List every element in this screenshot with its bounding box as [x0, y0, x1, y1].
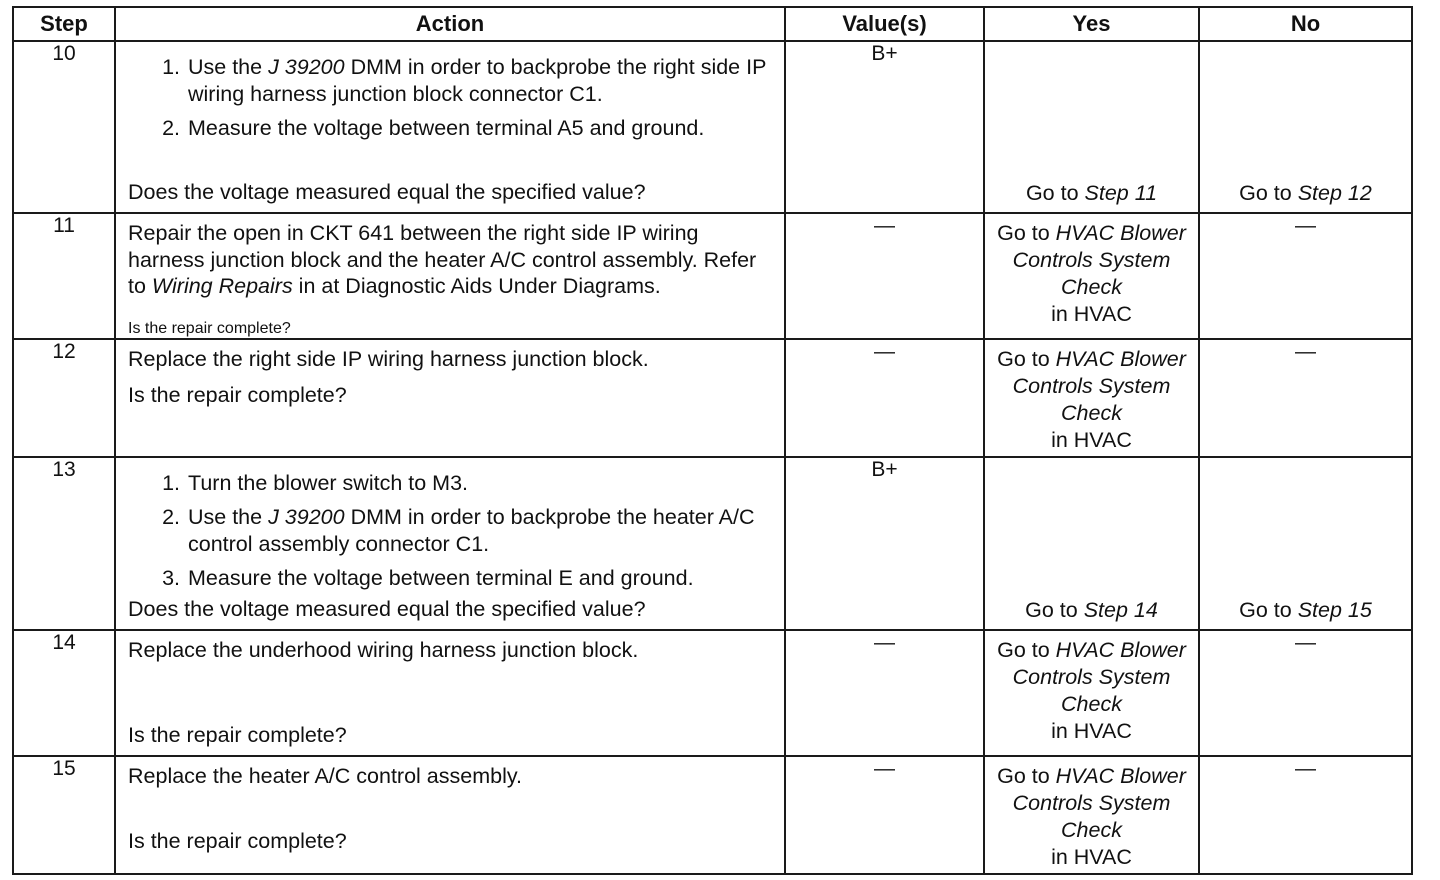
action-step-item: 3. Measure the voltage between terminal E and ground.	[186, 565, 774, 592]
yes-cell: Go to Step 11	[984, 41, 1199, 213]
table-row-step-12	[13, 339, 1412, 457]
value-cell: —	[785, 630, 984, 756]
action-question: Does the voltage measured equal the specified value?	[128, 597, 646, 621]
action-cell	[115, 630, 785, 756]
action-step-item: 1. Turn the blower switch to M3.	[186, 470, 774, 497]
no-cell: Go to Step 12	[1199, 41, 1412, 213]
yes-cell: Go to HVAC Blower Controls System Check in HVAC	[984, 756, 1199, 874]
header-row	[13, 7, 1412, 41]
no-cell: —	[1199, 339, 1412, 457]
header-values: Value(s)	[785, 7, 984, 41]
no-cell: —	[1199, 213, 1412, 339]
action-question: Is the repair complete?	[128, 320, 291, 337]
action-text: Replace the underhood wiring harness junction block.	[128, 638, 639, 662]
tool-reference: J 39200	[268, 55, 345, 79]
action-cell	[115, 339, 785, 457]
value-cell: —	[785, 213, 984, 339]
step-number: 10	[13, 41, 115, 213]
tool-reference: J 39200	[268, 505, 345, 529]
no-cell: —	[1199, 756, 1412, 874]
value-cell: B+	[785, 457, 984, 630]
action-question: Does the voltage measured equal the specified value?	[128, 180, 646, 204]
action-question: Is the repair complete?	[128, 829, 347, 853]
no-cell: —	[1199, 630, 1412, 756]
action-question: Is the repair complete?	[128, 723, 347, 747]
action-steps	[128, 470, 774, 592]
value-cell: —	[785, 339, 984, 457]
action-cell	[115, 457, 785, 630]
goto-link-hvac-check[interactable]: HVAC Blower Controls System Check	[1012, 221, 1186, 299]
yes-cell: Go to HVAC Blower Controls System Check in HVAC	[984, 339, 1199, 457]
table-row-step-15	[13, 756, 1412, 874]
table-row-step-11	[13, 213, 1412, 339]
action-steps	[128, 54, 774, 142]
step-number: 13	[13, 457, 115, 630]
action-text: Repair the open in CKT 641 between the right side IP wiring harness junction block and the heater A/C control assembly. Refer to Wiring Repairs in at Diagnostic Aids Under Diagrams.	[128, 221, 757, 298]
goto-link-step-14[interactable]: Step 14	[1083, 598, 1158, 622]
value-cell: —	[785, 756, 984, 874]
goto-link-step-12[interactable]: Step 12	[1297, 181, 1372, 205]
step-number: 15	[13, 756, 115, 874]
goto-link-step-15[interactable]: Step 15	[1297, 598, 1372, 622]
action-question: Is the repair complete?	[128, 382, 347, 407]
header-no: No	[1199, 7, 1412, 41]
no-cell: Go to Step 15	[1199, 457, 1412, 630]
goto-link-step-11[interactable]: Step 11	[1084, 181, 1158, 205]
diagnostic-table	[12, 6, 1413, 875]
action-cell	[115, 756, 785, 874]
header-action: Action	[115, 7, 785, 41]
yes-cell: Go to Step 14	[984, 457, 1199, 630]
action-text: Replace the heater A/C control assembly.	[128, 764, 522, 788]
goto-link-hvac-check[interactable]: HVAC Blower Controls System Check	[1012, 638, 1186, 716]
table-row-step-13	[13, 457, 1412, 630]
step-number: 11	[13, 213, 115, 339]
action-cell	[115, 213, 785, 339]
header-step: Step	[13, 7, 115, 41]
step-number: 14	[13, 630, 115, 756]
action-step-item: 1. Use the J 39200 DMM in order to backprobe the right side IP wiring harness junction block connector C1.	[186, 54, 774, 108]
action-text: Replace the right side IP wiring harness junction block.	[128, 347, 649, 371]
action-step-item: 2. Use the J 39200 DMM in order to backprobe the heater A/C control assembly connector C1.	[186, 504, 774, 558]
action-cell	[115, 41, 785, 213]
table-row-step-10	[13, 41, 1412, 213]
header-yes: Yes	[984, 7, 1199, 41]
goto-link-hvac-check[interactable]: HVAC Blower Controls System Check	[1012, 347, 1186, 425]
yes-cell: Go to HVAC Blower Controls System Check in HVAC	[984, 213, 1199, 339]
reference-link[interactable]: Wiring Repairs	[151, 274, 293, 298]
table-row-step-14	[13, 630, 1412, 756]
action-step-item: 2. Measure the voltage between terminal A5 and ground.	[186, 115, 774, 142]
yes-cell: Go to HVAC Blower Controls System Check in HVAC	[984, 630, 1199, 756]
goto-link-hvac-check[interactable]: HVAC Blower Controls System Check	[1012, 764, 1186, 842]
value-cell: B+	[785, 41, 984, 213]
step-number: 12	[13, 339, 115, 457]
